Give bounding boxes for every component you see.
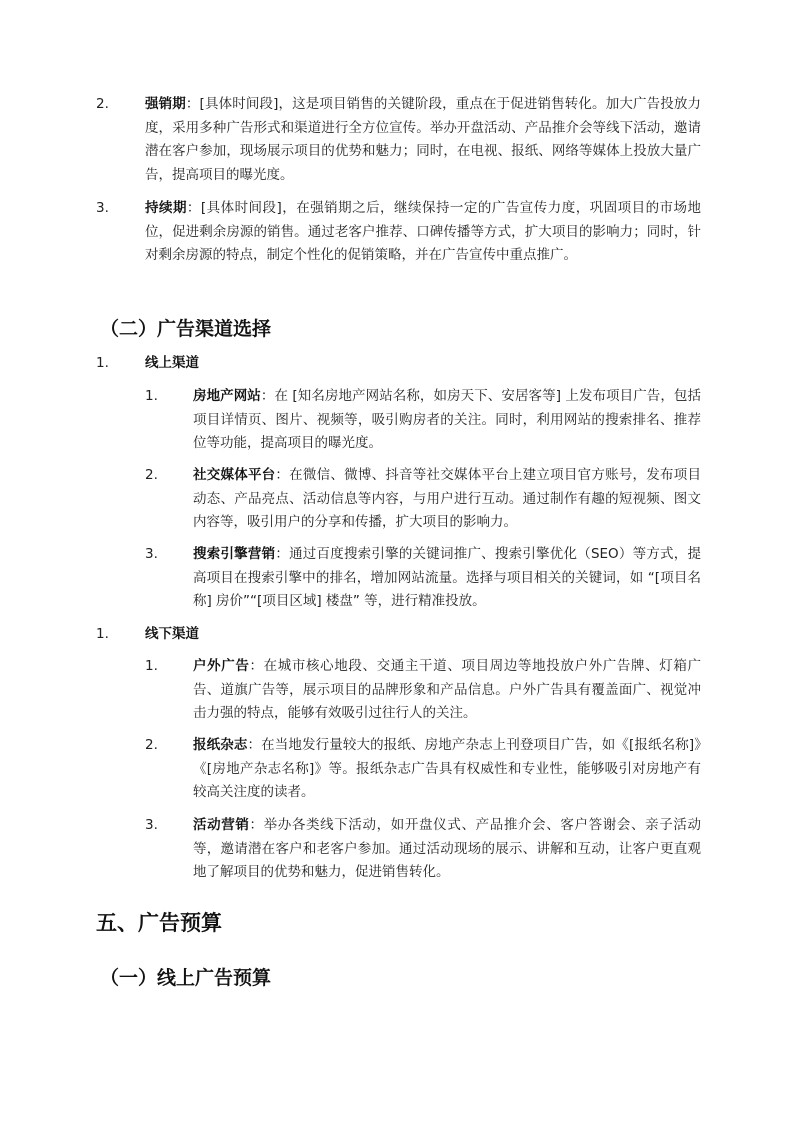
list-number: 1.	[96, 355, 109, 371]
item-body: ：通过百度搜索引擎的关键词推广、搜索引擎优化（SEO）等方式，提高项目在搜索引擎中的排名，增加网站流量。选择与项目相关的关键词，如 “[项目名称] 房价”“[项目区域] 楼盘” 等，进行精准投放。	[193, 546, 702, 609]
item-title: 报纸杂志	[193, 737, 248, 753]
list-number: 2.	[96, 96, 109, 112]
item-body: ：[具体时间段]，这是项目销售的关键阶段，重点在于促进销售转化。加大广告投放力度，采用多种广告形式和渠道进行全方位宣传。举办开盘活动、产品推介会等线下活动，邀请潜在客户参加，现场展示项目的优势和魅力；同时，在电视、报纸、网络等媒体上投放大量广告，提高项目的曝光度。	[145, 96, 701, 183]
list-number: 3.	[145, 817, 158, 833]
list-number: 1.	[96, 626, 109, 642]
item-title: 强销期	[145, 96, 186, 112]
item-body: ：举办各类线下活动，如开盘仪式、产品推介会、客户答谢会、亲子活动等，邀请潜在客户和老客户参加。通过活动现场的展示、讲解和互动，让客户更直观地了解项目的优势和魅力，促进销售转化。	[193, 817, 702, 880]
item-body: ：在 [知名房地产网站名称，如房天下、安居客等] 上发布项目广告，包括项目详情页、图片、视频等，吸引购房者的关注。同时，利用网站的搜索排名、推荐位等功能，提高项目的曝光度。	[193, 388, 702, 451]
section-heading: （一）线上广告预算	[100, 967, 272, 989]
list-number: 1.	[145, 388, 158, 404]
list-item-text	[193, 543, 701, 614]
item-title: 房地产网站	[193, 388, 261, 404]
item-title: 社交媒体平台	[193, 467, 276, 483]
item-title: 搜索引擎营销	[193, 546, 276, 562]
list-item-text	[145, 197, 701, 268]
list-number: 2.	[145, 467, 158, 483]
item-title: 户外广告	[193, 658, 250, 674]
sub-heading: 线下渠道	[145, 626, 199, 642]
section-heading: （二）广告渠道选择	[100, 318, 272, 340]
list-item-text	[193, 385, 701, 456]
list-number: 2.	[145, 737, 158, 753]
list-number: 3.	[145, 546, 158, 562]
chapter-heading: 五、广告预算	[96, 911, 222, 935]
item-body: ：在当地发行量较大的报纸、房地产杂志上刊登项目广告，如《[报纸名称]》《[房地产杂志名称]》等。报纸杂志广告具有权威性和专业性，能够吸引对房地产有较高关注度的读者。	[193, 737, 701, 800]
list-number: 1.	[145, 658, 158, 674]
list-item-text	[193, 734, 701, 805]
item-title: 活动营销	[193, 817, 250, 833]
sub-heading: 线上渠道	[145, 355, 199, 371]
list-item-text	[145, 93, 701, 187]
list-item-text	[193, 655, 701, 726]
list-item-text	[193, 464, 701, 535]
list-number: 3.	[96, 200, 109, 216]
list-item-text	[193, 814, 701, 885]
item-body: ：在城市核心地段、交通主干道、项目周边等地投放户外广告牌、灯箱广告、道旗广告等，展示项目的品牌形象和产品信息。户外广告具有覆盖面广、视觉冲击力强的特点，能够有效吸引过往行人的关注。	[193, 658, 702, 721]
item-body: ：在微信、微博、抖音等社交媒体平台上建立项目官方账号，发布项目动态、产品亮点、活动信息等内容，与用户进行互动。通过制作有趣的短视频、图文内容等，吸引用户的分享和传播，扩大项目的影响力。	[193, 467, 702, 530]
item-body: ：[具体时间段]，在强销期之后，继续保持一定的广告宣传力度，巩固项目的市场地位，促进剩余房源的销售。通过老客户推荐、口碑传播等方式，扩大项目的影响力；同时，针对剩余房源的特点，制定个性化的促销策略，并在广告宣传中重点推广。	[145, 200, 701, 263]
item-title: 持续期	[145, 200, 187, 216]
